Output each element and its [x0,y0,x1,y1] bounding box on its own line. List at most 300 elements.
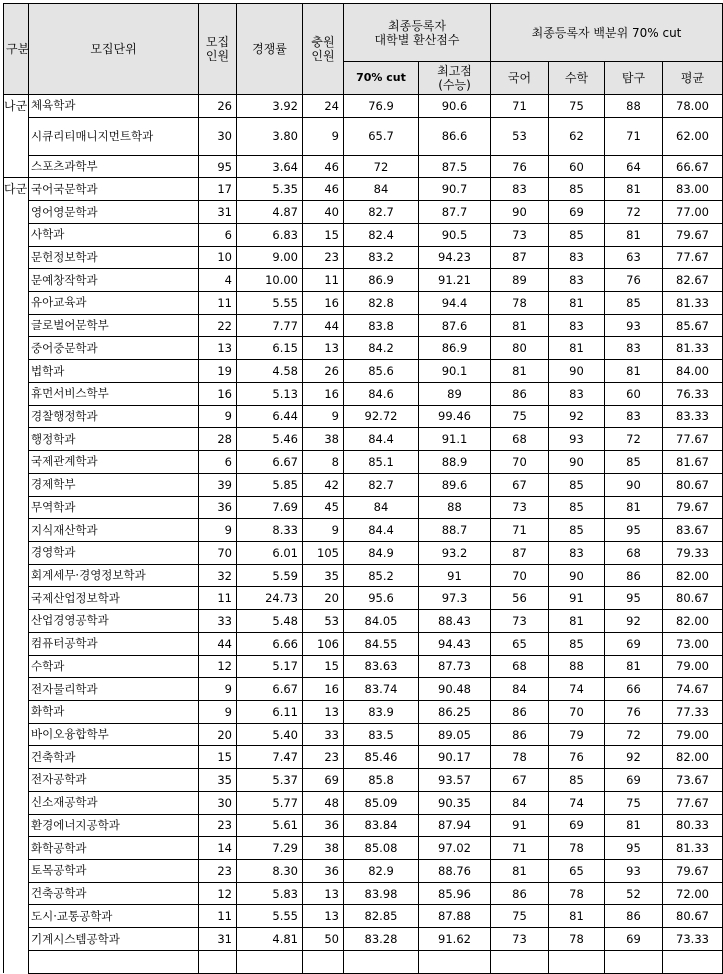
average-cell: 77.67 [663,246,723,269]
ratio-cell: 3.92 [237,95,303,118]
average-cell: 77.67 [663,791,723,814]
group-cell [4,519,29,542]
quota-cell: 28 [199,428,237,451]
group-cell [4,632,29,655]
korean-cell: 68 [491,428,549,451]
quota-cell: 26 [199,95,237,118]
math-cell: 62 [549,117,605,155]
score-max-cell: 91.62 [419,928,491,951]
extra-cell: 13 [303,905,344,928]
score-70cut-cell: 85.2 [344,564,419,587]
inquiry-cell: 95 [605,837,663,860]
ratio-cell: 5.35 [237,178,303,201]
extra-cell: 13 [303,337,344,360]
inquiry-cell: 90 [605,473,663,496]
korean-cell: 71 [491,95,549,118]
group-cell [4,201,29,224]
group-cell [4,360,29,383]
score-70cut-cell: 83.28 [344,928,419,951]
math-cell: 93 [549,428,605,451]
score-70cut-cell: 72 [344,155,419,178]
extra-cell: 36 [303,860,344,883]
score-max-cell: 87.6 [419,314,491,337]
group-cell [4,428,29,451]
inquiry-cell: 92 [605,610,663,633]
score-70cut-cell: 84.9 [344,541,419,564]
unit-name-cell: 문예창작학과 [29,269,199,292]
table-row [4,360,723,383]
math-cell: 60 [549,155,605,178]
group-cell [4,337,29,360]
average-cell: 79.33 [663,541,723,564]
inquiry-cell: 86 [605,564,663,587]
quota-cell: 36 [199,496,237,519]
ratio-cell: 6.01 [237,541,303,564]
score-70cut-cell: 85.08 [344,837,419,860]
ratio-cell: 5.83 [237,882,303,905]
table-row [4,269,723,292]
score-70cut-cell: 82.8 [344,292,419,315]
inquiry-cell: 83 [605,405,663,428]
inquiry-cell: 66 [605,678,663,701]
korean-cell: 84 [491,791,549,814]
korean-cell: 81 [491,314,549,337]
unit-name-cell: 화학공학과 [29,837,199,860]
average-cell: 79.67 [663,860,723,883]
score-70cut-cell: 82.85 [344,905,419,928]
average-cell: 85.67 [663,314,723,337]
average-cell: 72.00 [663,882,723,905]
table-row [4,928,723,951]
extra-cell: 26 [303,360,344,383]
math-cell: 90 [549,564,605,587]
korean-cell: 53 [491,117,549,155]
average-cell: 83.00 [663,178,723,201]
math-cell: 83 [549,382,605,405]
korean-cell: 67 [491,769,549,792]
ratio-cell: 10.00 [237,269,303,292]
unit-name-cell: 도시·교통공학과 [29,905,199,928]
score-max-cell: 89.05 [419,723,491,746]
average-cell: 82.00 [663,610,723,633]
quota-cell: 14 [199,837,237,860]
score-max-cell: 87.73 [419,655,491,678]
empty-cell [303,950,344,973]
average-cell: 78.00 [663,95,723,118]
group-cell [4,882,29,905]
empty-cell [29,950,199,973]
ratio-cell: 6.11 [237,700,303,723]
quota-cell: 30 [199,791,237,814]
score-max-cell: 85.96 [419,882,491,905]
inquiry-cell: 69 [605,928,663,951]
inquiry-cell: 76 [605,269,663,292]
group-cell: 나군 [4,95,29,118]
math-cell: 85 [549,632,605,655]
ratio-cell: 5.85 [237,473,303,496]
unit-name-cell: 체육학과 [29,95,199,118]
korean-cell: 75 [491,405,549,428]
score-70cut-cell: 82.9 [344,860,419,883]
unit-name-cell: 수학과 [29,655,199,678]
unit-name-cell: 산업경영공학과 [29,610,199,633]
math-cell: 91 [549,587,605,610]
score-max-cell: 90.1 [419,360,491,383]
average-cell: 83.67 [663,519,723,542]
header-score-max [419,62,491,95]
score-max-cell: 94.4 [419,292,491,315]
extra-cell: 8 [303,451,344,474]
header-math: 수학 [549,62,605,95]
table-row [4,337,723,360]
average-cell: 80.67 [663,905,723,928]
ratio-cell: 5.46 [237,428,303,451]
score-70cut-cell: 83.98 [344,882,419,905]
inquiry-cell: 52 [605,882,663,905]
score-max-cell: 86.9 [419,337,491,360]
extra-cell: 46 [303,155,344,178]
math-cell: 81 [549,337,605,360]
score-max-cell: 93.57 [419,769,491,792]
quota-cell: 30 [199,117,237,155]
inquiry-cell: 71 [605,117,663,155]
average-cell: 81.33 [663,292,723,315]
score-max-cell: 94.43 [419,632,491,655]
inquiry-cell: 60 [605,382,663,405]
average-cell: 73.33 [663,928,723,951]
score-max-cell: 90.17 [419,746,491,769]
unit-name-cell: 전자물리학과 [29,678,199,701]
korean-cell: 86 [491,700,549,723]
unit-name-cell: 국제산업정보학과 [29,587,199,610]
ratio-cell: 7.29 [237,837,303,860]
math-cell: 83 [549,246,605,269]
quota-cell: 12 [199,655,237,678]
ratio-cell: 7.69 [237,496,303,519]
score-70cut-cell: 84.6 [344,382,419,405]
average-cell: 80.33 [663,814,723,837]
quota-cell: 70 [199,541,237,564]
score-max-cell: 88.43 [419,610,491,633]
table-row [4,473,723,496]
inquiry-cell: 86 [605,905,663,928]
score-max-cell: 89.6 [419,473,491,496]
math-cell: 83 [549,541,605,564]
inquiry-cell: 64 [605,155,663,178]
korean-cell: 81 [491,360,549,383]
score-70cut-cell: 95.6 [344,587,419,610]
group-cell [4,292,29,315]
quota-cell: 10 [199,246,237,269]
quota-cell: 35 [199,769,237,792]
score-max-cell: 87.88 [419,905,491,928]
header-average: 평균 [663,62,723,95]
ratio-cell: 5.61 [237,814,303,837]
quota-cell: 31 [199,928,237,951]
score-max-cell: 91 [419,564,491,587]
unit-name-cell: 행정학과 [29,428,199,451]
unit-name-cell: 신소재공학과 [29,791,199,814]
math-cell: 85 [549,223,605,246]
table-row [4,292,723,315]
math-cell: 88 [549,655,605,678]
table-row [4,882,723,905]
group-cell [4,700,29,723]
quota-cell: 32 [199,564,237,587]
score-70cut-cell: 82.7 [344,201,419,224]
ratio-cell: 6.15 [237,337,303,360]
unit-name-cell: 토목공학과 [29,860,199,883]
unit-name-cell: 환경에너지공학과 [29,814,199,837]
math-cell: 81 [549,610,605,633]
unit-name-cell: 국어국문학과 [29,178,199,201]
inquiry-cell: 85 [605,292,663,315]
inquiry-cell: 76 [605,700,663,723]
score-70cut-cell: 85.6 [344,360,419,383]
header-ratio: 경쟁률 [237,4,303,95]
quota-cell: 15 [199,746,237,769]
table-row [4,246,723,269]
quota-cell: 9 [199,405,237,428]
korean-cell: 87 [491,541,549,564]
math-cell: 78 [549,837,605,860]
average-cell: 73.67 [663,769,723,792]
quota-cell: 11 [199,587,237,610]
quota-cell: 23 [199,814,237,837]
extra-cell: 44 [303,314,344,337]
korean-cell: 86 [491,382,549,405]
ratio-cell: 5.77 [237,791,303,814]
unit-name-cell: 문헌정보학과 [29,246,199,269]
korean-cell: 80 [491,337,549,360]
average-cell: 80.67 [663,473,723,496]
group-cell [4,246,29,269]
ratio-cell: 4.58 [237,360,303,383]
extra-cell: 24 [303,95,344,118]
table-row [4,632,723,655]
score-70cut-cell: 84.4 [344,519,419,542]
empty-cell [344,950,419,973]
korean-cell: 67 [491,473,549,496]
score-70cut-cell: 84.4 [344,428,419,451]
ratio-cell: 3.64 [237,155,303,178]
quota-cell: 11 [199,905,237,928]
math-cell: 85 [549,178,605,201]
extra-cell: 38 [303,837,344,860]
math-cell: 76 [549,746,605,769]
unit-name-cell: 경영학과 [29,541,199,564]
unit-name-cell: 사학과 [29,223,199,246]
score-70cut-cell: 82.7 [344,473,419,496]
unit-name-cell: 시큐리티매니지먼트학과 [29,117,199,155]
unit-name-cell: 무역학과 [29,496,199,519]
score-max-cell: 88.76 [419,860,491,883]
score-70cut-cell: 83.2 [344,246,419,269]
average-cell: 82.00 [663,564,723,587]
table-row [4,314,723,337]
unit-name-cell: 지식재산학과 [29,519,199,542]
score-70cut-cell: 85.1 [344,451,419,474]
inquiry-cell: 95 [605,519,663,542]
extra-cell: 38 [303,428,344,451]
table-row [4,496,723,519]
inquiry-cell: 92 [605,746,663,769]
korean-cell: 84 [491,678,549,701]
group-cell [4,905,29,928]
inquiry-cell: 95 [605,587,663,610]
extra-cell: 13 [303,700,344,723]
table-row [4,746,723,769]
group-cell [4,837,29,860]
average-cell: 82.00 [663,746,723,769]
extra-cell: 9 [303,117,344,155]
empty-cell [491,950,549,973]
admission-results-table [3,3,723,974]
table-row [4,587,723,610]
score-max-cell: 93.2 [419,541,491,564]
ratio-cell: 6.67 [237,678,303,701]
score-max-cell: 86.25 [419,700,491,723]
score-max-cell: 90.48 [419,678,491,701]
extra-cell: 45 [303,496,344,519]
unit-name-cell: 기계시스템공학과 [29,928,199,951]
inquiry-cell: 69 [605,769,663,792]
header-quota-text: 모집 인원 [205,35,230,63]
score-max-cell: 90.7 [419,178,491,201]
quota-cell: 23 [199,860,237,883]
empty-cell [605,950,663,973]
unit-name-cell: 법학과 [29,360,199,383]
average-cell: 77.33 [663,700,723,723]
average-cell: 84.00 [663,360,723,383]
korean-cell: 56 [491,587,549,610]
header-percentile-group: 최종등록자 백분위 70% cut [491,4,723,62]
average-cell: 77.00 [663,201,723,224]
group-cell [4,746,29,769]
korean-cell: 65 [491,632,549,655]
korean-cell: 90 [491,201,549,224]
header-unit: 모집단위 [29,4,199,95]
unit-name-cell: 회계세무·경영정보학과 [29,564,199,587]
group-cell [4,610,29,633]
ratio-cell: 7.77 [237,314,303,337]
group-cell [4,117,29,155]
table-row [4,428,723,451]
score-70cut-cell: 92.72 [344,405,419,428]
group-cell [4,269,29,292]
header-inquiry: 탐구 [605,62,663,95]
score-max-cell: 89 [419,382,491,405]
quota-cell: 39 [199,473,237,496]
score-70cut-cell: 84 [344,496,419,519]
quota-cell: 95 [199,155,237,178]
score-max-cell: 88.7 [419,519,491,542]
score-max-cell: 90.35 [419,791,491,814]
group-cell [4,655,29,678]
score-max-cell: 87.94 [419,814,491,837]
korean-cell: 86 [491,882,549,905]
extra-cell: 40 [303,201,344,224]
inquiry-cell: 81 [605,814,663,837]
inquiry-cell: 63 [605,246,663,269]
score-max-cell: 99.46 [419,405,491,428]
header-gubun: 구분 [4,4,29,95]
average-cell: 79.67 [663,496,723,519]
inquiry-cell: 81 [605,360,663,383]
inquiry-cell: 81 [605,496,663,519]
average-cell: 73.00 [663,632,723,655]
group-cell [4,587,29,610]
group-cell [4,814,29,837]
group-cell [4,678,29,701]
korean-cell: 87 [491,246,549,269]
inquiry-cell: 81 [605,178,663,201]
score-70cut-cell: 83.8 [344,314,419,337]
quota-cell: 4 [199,269,237,292]
group-cell [4,496,29,519]
inquiry-cell: 93 [605,314,663,337]
korean-cell: 71 [491,837,549,860]
score-max-cell: 90.5 [419,223,491,246]
average-cell: 66.67 [663,155,723,178]
quota-cell: 20 [199,723,237,746]
extra-cell: 16 [303,292,344,315]
quota-cell: 17 [199,178,237,201]
extra-cell: 53 [303,610,344,633]
score-70cut-cell: 82.4 [344,223,419,246]
score-70cut-cell: 86.9 [344,269,419,292]
ratio-cell: 24.73 [237,587,303,610]
quota-cell: 31 [199,201,237,224]
quota-cell: 6 [199,223,237,246]
average-cell: 79.00 [663,655,723,678]
score-max-cell: 87.5 [419,155,491,178]
korean-cell: 70 [491,564,549,587]
average-cell: 79.67 [663,223,723,246]
korean-cell: 73 [491,610,549,633]
unit-name-cell: 국제관계학과 [29,451,199,474]
average-cell: 82.67 [663,269,723,292]
unit-name-cell: 건축학과 [29,746,199,769]
inquiry-cell: 81 [605,655,663,678]
header-extra [303,4,344,95]
math-cell: 79 [549,723,605,746]
ratio-cell: 8.33 [237,519,303,542]
ratio-cell: 6.83 [237,223,303,246]
empty-cell [199,950,237,973]
math-cell: 69 [549,814,605,837]
table-row [4,700,723,723]
ratio-cell: 6.44 [237,405,303,428]
extra-cell: 42 [303,473,344,496]
unit-name-cell: 휴먼서비스학부 [29,382,199,405]
score-max-cell: 91.1 [419,428,491,451]
ratio-cell: 5.55 [237,292,303,315]
table-row [4,117,723,155]
korean-cell: 73 [491,496,549,519]
score-max-cell: 88 [419,496,491,519]
extra-cell: 33 [303,723,344,746]
score-70cut-cell: 84.2 [344,337,419,360]
unit-name-cell: 경찰행정학과 [29,405,199,428]
average-cell: 83.33 [663,405,723,428]
inquiry-cell: 75 [605,791,663,814]
extra-cell: 15 [303,655,344,678]
group-cell [4,928,29,951]
table-row [4,837,723,860]
table-row [4,723,723,746]
math-cell: 85 [549,519,605,542]
